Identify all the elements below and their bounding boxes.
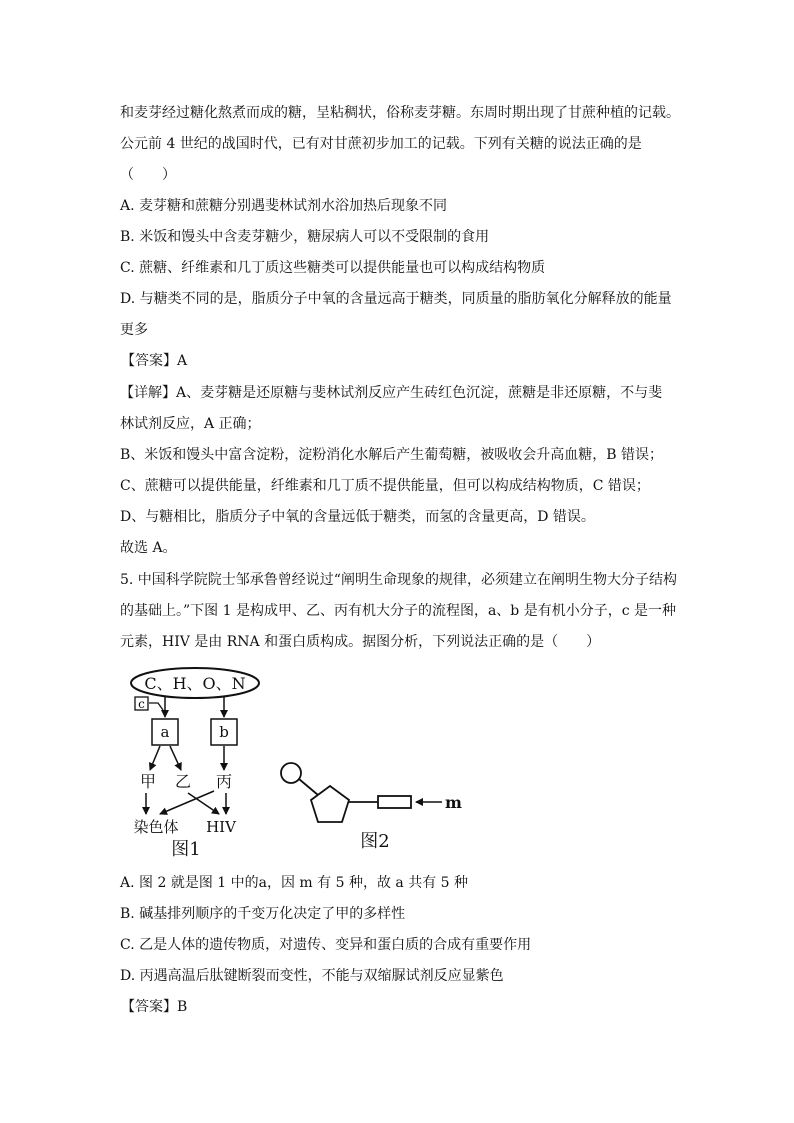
q4-analysis-line-2: 林试剂反应，A 正确； [120, 416, 261, 432]
figure-1-flowchart [131, 668, 259, 860]
hiv-label: HIV [206, 818, 236, 836]
q4-option-c: C. 蔗糖、纤维素和几丁质这些糖类可以提供能量也可以构成结构物质 [120, 260, 546, 276]
a-label: a [160, 723, 170, 741]
bing-label: 丙 [215, 772, 233, 791]
figure-2-caption: 图2 [360, 831, 390, 852]
elements-label: C、H、O、N [144, 674, 246, 693]
q5-stem-line-1: 5. 中国科学院院士邹承鲁曾经说过“阐明生命现象的规律，必须建立在阐明生物大分子结构 [120, 572, 677, 588]
q4-option-d-cont: 更多 [120, 322, 148, 338]
q4-answer: 【答案】A [121, 353, 188, 369]
figure-1-caption: 图1 [171, 839, 201, 860]
q5-stem-line-2: 的基础上。”下图 1 是构成甲、乙、丙有机大分子的流程图，a、b 是有机小分子，c 是一种 [120, 603, 677, 619]
q5-option-a: A. 图 2 就是图 1 中的a，因 m 有 5 种，故 a 共有 5 种 [120, 875, 469, 891]
q5-stem-line-3: 元素，HIV 是由 RNA 和蛋白质构成。据图分析，下列说法正确的是（ ） [120, 634, 601, 650]
chromosome-label: 染色体 [133, 818, 179, 836]
arrow-bing-to-chromosome [160, 791, 214, 814]
q4-analysis-line-1: 【详解】A、麦芽糖是还原糖与斐林试剂反应产生砖红色沉淀，蔗糖是非还原糖，不与斐 [120, 385, 663, 401]
q4-analysis-line-4: C、蔗糖可以提供能量，纤维素和几丁质不提供能量，但可以构成结构物质，C 错误； [120, 478, 650, 494]
b-label: b [219, 723, 229, 741]
q4-stem-line-2: 公元前 4 世纪的战国时代，已有对甘蔗初步加工的记载。下列有关糖的说法正确的是 [120, 136, 642, 152]
q4-analysis-line-6: 故选 A。 [120, 540, 177, 556]
pentose-ring [311, 786, 349, 822]
c-connector [149, 703, 163, 710]
phosphate-bond [299, 779, 318, 795]
base-rect [378, 796, 411, 808]
q4-analysis-line-5: D、与糖相比，脂质分子中氧的含量远低于糖类，而氢的含量更高，D 错误。 [120, 509, 595, 525]
figure-2-nucleotide [281, 763, 462, 852]
arrow-a-to-yi [170, 746, 181, 770]
c-label: c [138, 697, 145, 711]
phosphate-circle [281, 763, 301, 783]
jia-label: 甲 [139, 772, 157, 791]
yi-label: 乙 [174, 772, 192, 791]
q4-option-a: A. 麦芽糖和蔗糖分别遇斐林试剂水浴加热后现象不同 [120, 198, 448, 214]
q4-stem-line-1: 和麦芽经过糖化熬煮而成的糖，呈粘稠状，俗称麦芽糖。东周时期出现了甘蔗种植的记载。 [120, 105, 680, 121]
q5-option-b: B. 碱基排列顺序的千变万化决定了甲的多样性 [120, 906, 406, 922]
q4-option-b: B. 米饭和馒头中含麦芽糖少，糖尿病人可以不受限制的食用 [120, 229, 490, 245]
q4-analysis-line-3: B、米饭和馒头中富含淀粉，淀粉消化水解后产生葡萄糖，被吸收会升高血糖，B 错误； [120, 447, 664, 463]
q4-stem-line-3: （ ） [120, 167, 176, 183]
q4-option-d: D. 与糖类不同的是，脂质分子中氧的含量远高于糖类，同质量的脂肪氧化分解释放的能量 [120, 291, 672, 307]
arrow-a-to-jia [150, 746, 160, 770]
q5-answer: 【答案】B [121, 999, 188, 1015]
q5-option-d: D. 丙遇高温后肽键断裂而变性，不能与双缩脲试剂反应显紫色 [120, 968, 504, 984]
q5-option-c: C. 乙是人体的遗传物质，对遗传、变异和蛋白质的合成有重要作用 [120, 937, 532, 953]
m-label: m [445, 793, 462, 812]
